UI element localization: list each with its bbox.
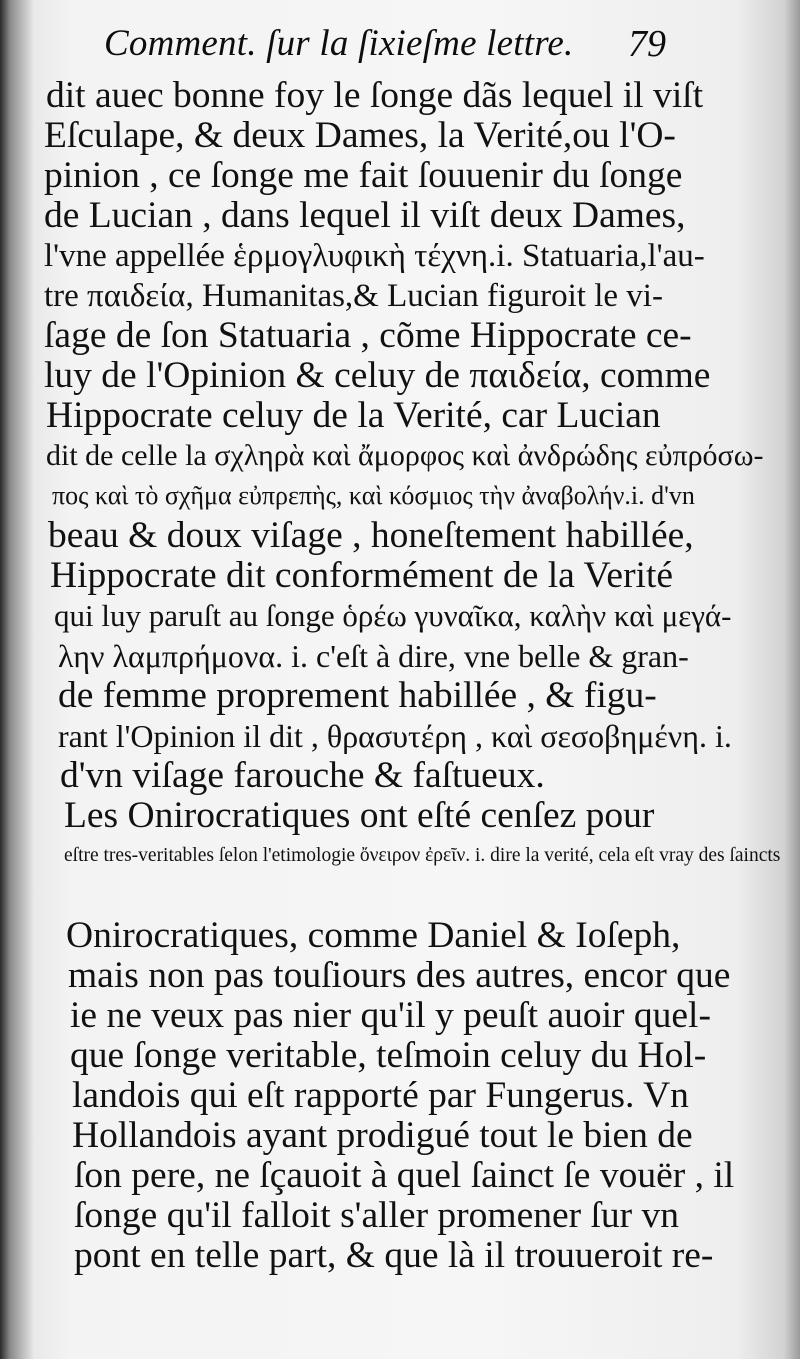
text-line: Hippocrate celuy de la Verité, car Lucian (46, 395, 661, 436)
text-line: eſtre tres-veritables ſelon l'etimologie ὄνειρον ἐρεῖν. i. dire la verité, cela eſt vray des ſaincts (64, 845, 781, 866)
page-number: 79 (628, 23, 666, 65)
text-line: ſage de ſon Statuaria , cõme Hippocrate ce- (44, 315, 692, 356)
text-line: que ſonge veritable, teſmoin celuy du Hol- (70, 1035, 707, 1076)
text-line: Hollandois ayant prodigué tout le bien de (72, 1115, 693, 1156)
text-line: landois qui eſt rapporté par Fungerus. Vn (72, 1075, 689, 1116)
text-line: ie ne veux pas nier qu'il y peuſt auoir quel- (70, 995, 711, 1036)
text-line: Eſculape, & deux Dames, la Verité,ou l'O- (44, 115, 676, 156)
text-line: tre παιδεία, Humanitas,& Lucian figuroit le vi- (44, 278, 663, 314)
page-header (0, 22, 800, 82)
text-line: qui luy paruſt au ſonge ὁρέω γυναῖκα, καλὴν καὶ μεγά- (54, 598, 732, 633)
text-line: de femme proprement habillée , & figu- (58, 675, 657, 716)
text-line: pont en telle part, & que là il trouueroit re- (74, 1235, 714, 1276)
text-line: λην λαμπρήμονα. i. c'eſt à dire, vne belle & gran- (58, 638, 689, 674)
text-line: luy de l'Opinion & celuy de παιδεία, comme (44, 355, 711, 396)
text-line: l'vne appellée ἑρμογλυφικὴ τέχνη.i. Statuaria,l'au- (44, 238, 705, 274)
text-line: dit auec bonne foy le ſonge dãs lequel il viſt (46, 75, 704, 116)
text-line: ſon pere, ne ſçauoit à quel ſainct ſe vouër , il (74, 1155, 735, 1196)
text-line: πος καὶ τὸ σχῆμα εὐπρεπὴς, καὶ κόσμιος τὴν ἀναβολήν.i. d'vn (52, 481, 695, 510)
text-line: d'vn viſage farouche & faſtueux. (60, 755, 545, 796)
text-line: de Lucian , dans lequel il viſt deux Dames, (44, 195, 686, 236)
running-head: Comment. ſur la ſixieſme lettre. (104, 23, 574, 64)
text-line: ſonge qu'il falloit s'aller promener ſur vn (74, 1195, 680, 1236)
text-line: rant l'Opinion il dit , θρασυτέρη , καὶ σεσοβημένη. i. (58, 718, 732, 754)
text-line: pinion , ce ſonge me fait ſouuenir du ſonge (44, 155, 683, 196)
text-line: mais non pas touſiours des autres, encor que (68, 955, 731, 996)
text-line: Les Onirocratiques ont eſté cenſez pour (64, 795, 655, 836)
text-line: dit de celle la σχληρὰ καὶ ἄμορφος καὶ ἀνδρώδης εὐπρόσω- (46, 439, 764, 472)
text-line: Onirocratiques, comme Daniel & Ioſeph, (66, 915, 681, 956)
text-line: Hippocrate dit conformément de la Verité (50, 555, 674, 596)
text-line: beau & doux viſage , honeſtement habillée, (48, 515, 694, 556)
